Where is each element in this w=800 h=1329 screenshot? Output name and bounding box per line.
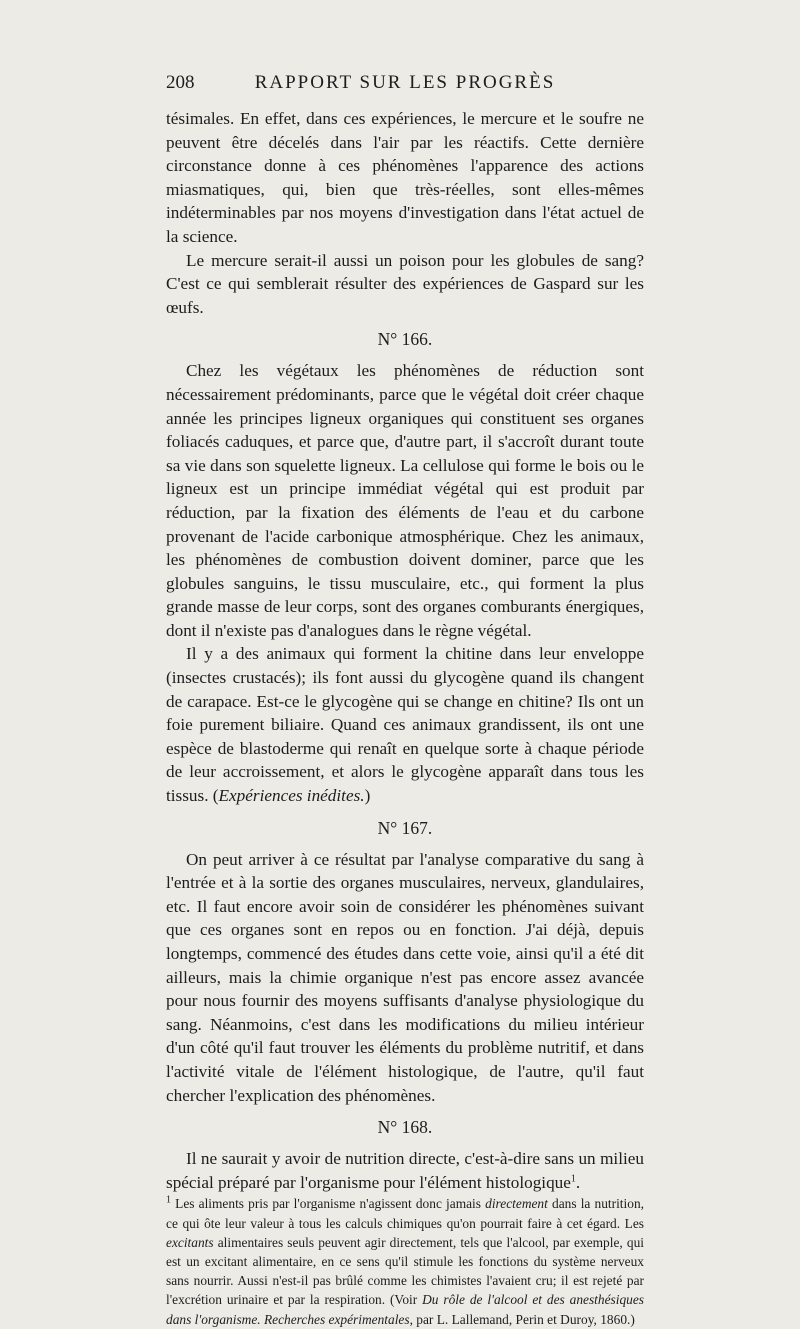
footnote-text: alimentaires seuls peuvent agir directement, tels que l'alcool, par exemple, qui est un excitant alimentaire, en ce sens qu'il stimule les fonctions du système nerveux sans nourrir. Aussi n'est-il pas brûlé comme les chimistes l'avaient cru; il est rejeté par l'excrétion urinaire et par la respiration. (Voir — [166, 1234, 644, 1308]
footnote-text: dans la nutrition, ce qui ôte leur valeur à tous les calculs chimiques qu'on pourrait faire à cet égard. Les — [166, 1196, 644, 1231]
paragraph: Le mercure serait-il aussi un poison pour les globules de sang? C'est ce qui semblerait résulter des expériences de Gaspard sur les œufs. — [166, 250, 644, 317]
paragraph — [166, 642, 644, 807]
paragraph — [166, 1147, 644, 1194]
section-heading-166: N° 166. — [377, 329, 433, 350]
paragraph: Chez les végétaux les phénomènes de réduction sont nécessairement prédominants, parce que le végétal doit créer chaque année les principes ligneux organiques qui constituent ses organes foliacés caduques, et parce que, d'autre part, il s'accroît durant toute sa vie dans son squelette ligneux. La cellulose qui forme le bois ou le ligneux est un principe immédiat végétal qui est produit par réduction, par la fixation des éléments de l'eau et du carbone provenant de l'acide carbonique atmosphérique. Chez les animaux, les phénomènes de combustion doivent dominer, parce que les globules sanguins, le tissu musculaire, etc., qui forment la plus grande masse de leur corps, sont des organes comburants énergiques, dont il n'existe pas d'analogues dans le règne végétal. — [166, 361, 644, 640]
body-text — [166, 107, 644, 1329]
footnote-text: , par L. Lallemand, Perin et Duroy, 1860.) — [409, 1311, 635, 1327]
paragraph: tésimales. En effet, dans ces expériences, le mercure et le soufre ne peuvent être décelés dans l'air par les réactifs. Cette dernière circonstance donne à ces phénomènes l'apparence des actions miasmatiques, qui, bien que très-réelles, sont elles-mêmes indéterminables par nos moyens d'investigation dans l'état actuel de la science. — [166, 109, 644, 246]
paragraph-text: ) — [364, 786, 371, 806]
footnote-number: 1 — [166, 1194, 171, 1206]
footnote-italic: directement — [485, 1196, 548, 1212]
paragraph-text: Il ne saurait y avoir de nutrition directe, c'est-à-dire sans un milieu spécial préparé par l'organisme pour l'élément histologique — [166, 1149, 644, 1192]
paragraph-text: Il y a des animaux qui forment la chitine dans leur enveloppe (insectes crustacés); ils font aussi du glycogène quand ils changent de carapace. Est-ce le glycogène qui se change en chitine? Ils ont un foie purement biliaire. Quand ces animaux grandissent, ils ont une espèce de blastoderme qui renaît en quelque sorte à chaque période de leur accroissement, et alors le glycogène apparaît dans tous les tissus. ( — [166, 644, 644, 806]
footnote — [166, 1194, 644, 1328]
footnote-text: Les aliments pris par l'organisme n'agissent donc jamais — [171, 1196, 486, 1212]
paragraph: On peut arriver à ce résultat par l'analyse comparative du sang à l'entrée et à la sortie des organes musculaires, nerveux, glandulaires, etc. Il faut encore avoir soin de considérer les phénomènes suivant que ces organes sont en repos ou en fonction. J'ai déjà, depuis longtemps, commencé des études dans cette voie, ainsi qu'il a été dit ailleurs, mais la chimie organique n'est pas encore assez avancée pour nous fournir des moyens suffisants d'analyse physiologique du sang. Néanmoins, c'est dans les modifications du milieu intérieur d'un côté qu'il faut trouver les éléments du problème nutritif, et dans l'activité vitale de l'élément histologique, de l'autre, qu'il faut chercher l'explication des phénomènes. — [166, 849, 644, 1105]
paragraph-text: . — [575, 1172, 581, 1192]
running-head — [166, 72, 644, 96]
footnote-marker: 1 — [570, 1173, 576, 1185]
page-number: 208 — [166, 72, 195, 93]
footnote-italic: excitants — [166, 1234, 214, 1250]
italic-citation: Expériences inédites. — [218, 786, 365, 806]
section-heading-168: N° 168. — [377, 1117, 433, 1138]
footnote-italic: Du rôle de l'alcool et des anesthésiques dans l'organisme. Recherches expérimentales — [166, 1292, 645, 1327]
section-heading-167: N° 167. — [377, 817, 433, 838]
running-title: RAPPORT SUR LES PROGRÈS — [254, 72, 556, 93]
